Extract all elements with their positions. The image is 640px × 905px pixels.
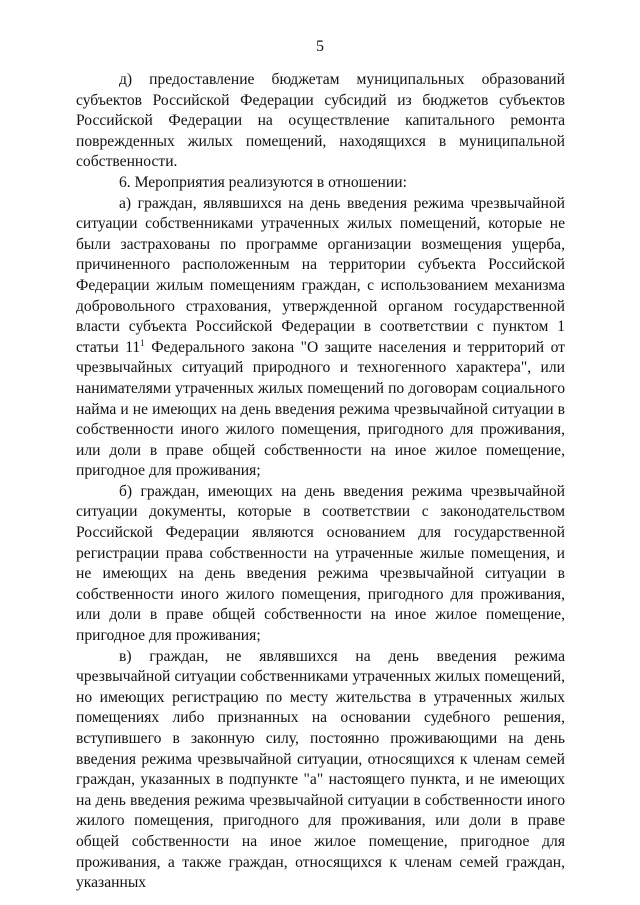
paragraph-6: 6. Мероприятия реализуются в отношении:	[119, 173, 407, 191]
paragraph-a-text-part1: а) граждан, являвшихся на день введения режима чрезвычайной ситуации собственниками утраченных жилых помещений, которые не были застрахованы по программе организации возмещения ущерба, причиненного расположенным на территории субъекта Российской Федерации жилым помещениям граждан, с использованием механизма добровольного страхования, утвержденной органом государственной власти субъекта Российской Федерации в соответствии с пунктом 1 статьи 11	[76, 194, 565, 356]
paragraph-d: д) предоставление бюджетам муниципальных образований субъектов Российской Федерации субсидий из бюджетов субъектов Российской Федерации на осуществление капитального ремонта поврежденных жилых помещений, находящихся в муниципальной собственности.	[76, 71, 565, 171]
paragraph-a-text-part2: Федерального закона "О защите населения и территорий от чрезвычайных ситуаций природного и техногенного характера", или нанимателями утраченных жилых помещений по договорам социального найма и не имеющих на день введения режима чрезвычайной ситуации в собственности иного жилого помещения, пригодного для проживания, или доли в праве общей собственности на иное жилое помещение, пригодное для проживания;	[76, 338, 565, 480]
paragraph-a	[76, 194, 565, 482]
document-body	[76, 70, 565, 894]
article-superscript: 1	[140, 337, 145, 348]
page-number: 5	[316, 38, 324, 55]
paragraph-v: в) граждан, не являвшихся на день введения режима чрезвычайной ситуации собственниками утраченных жилых помещений, но имеющих регистрацию по месту жительства в утраченных жилых помещениях либо признанных на основании судебного решения, вступившего в законную силу, постоянно проживающими на день введения режима чрезвычайной ситуации, относящихся к членам семей граждан, указанных в подпункте "а" настоящего пункта, и не имеющих на день введения режима чрезвычайной ситуации в собственности иного жилого помещения, пригодного для проживания, или доли в праве общей собственности на иное жилое помещение, пригодное для проживания, а также граждан, относящихся к членам семей граждан, указанных	[76, 647, 565, 892]
paragraph-b: б) граждан, имеющих на день введения режима чрезвычайной ситуации документы, которые в соответствии с законодательством Российской Федерации являются основанием для государственной регистрации права собственности на утраченные жилые помещения, и не имеющих на день введения режима чрезвычайной ситуации в собственности иного жилого помещения, пригодного для проживания, или доли в праве общей собственности на иное жилое помещение, пригодное для проживания;	[76, 482, 565, 645]
